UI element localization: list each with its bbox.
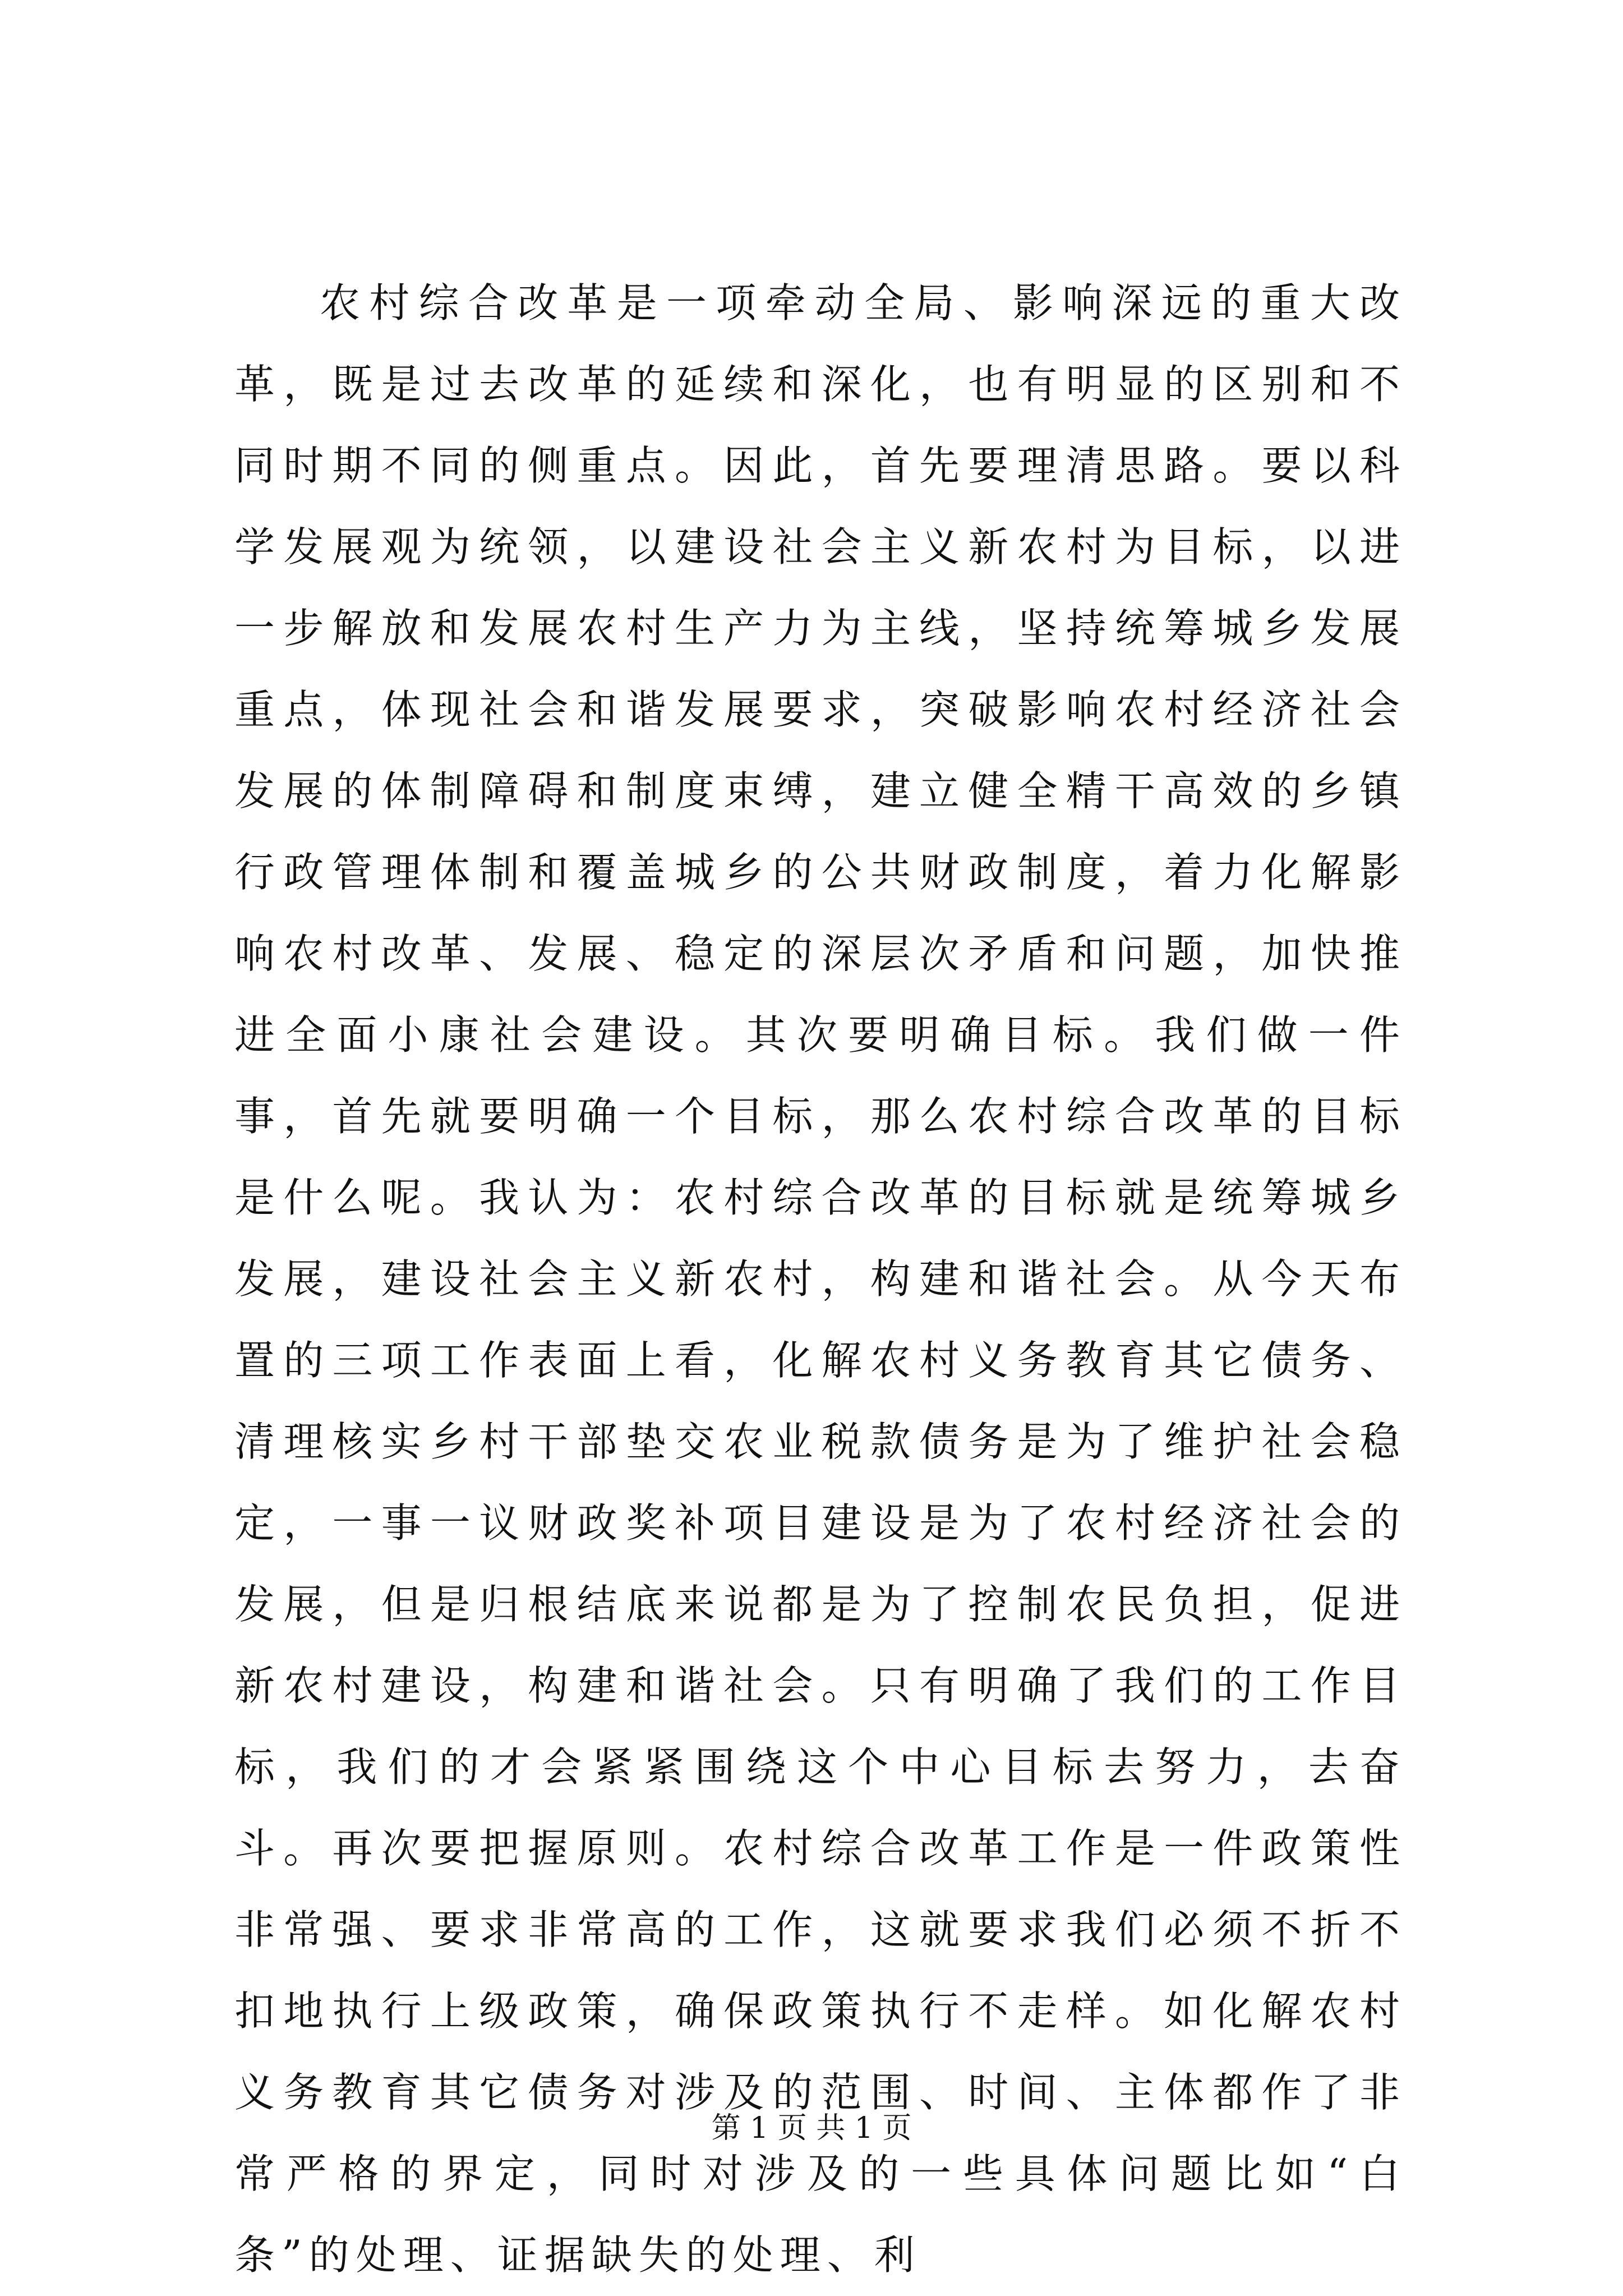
body-paragraph: 农村综合改革是一项牵动全局、影响深远的重大改革，既是过去改革的延续和深化，也有明显的区别和不同时期不同的侧重点。因此，首先要理清思路。要以科学发展观为统领，以建设社会主义新农村为目标，以进一步解放和发展农村生产力为主线，坚持统筹城乡发展重点，体现社会和谐发展要求，突破影响农村经济社会发展的体制障碍和制度束缚，建立健全精干高效的乡镇行政管理体制和覆盖城乡的公共财政制度，着力化解影响农村改革、发展、稳定的深层次矛盾和问题，加快推进全面小康社会建设。其次要明确目标。我们做一件事，首先就要明确一个目标，那么农村综合改革的目标是什么呢。我认为：农村综合改革的目标就是统筹城乡发展，建设社会主义新农村，构建和谐社会。从今天布置的三项工作表面上看，化解农村义务教育其它债务、清理核实乡村干部垫交农业税款债务是为了维护社会稳定，一事一议财政奖补项目建设是为了农村经济社会的发展，但是归根结底来说都是为了控制农民负担，促进新农村建设，构建和谐社会。只有明确了我们的工作目标，我们的才会紧紧围绕这个中心目标去努力，去奋斗。再次要把握原则。农村综合改革工作是一件政策性非常强、要求非常高的工作，这就要求我们必须不折不扣地执行上级政策，确保政策执行不走样。如化解农村义务教育其它债务对涉及的范围、时间、主体都作了非常严格的界定，同时对涉及的一些具体问题比如“白条”的处理、证据缺失的处理、利: [234, 279, 1407, 2279]
page-footer: 第 1 页 共 1 页: [711, 2111, 912, 2145]
